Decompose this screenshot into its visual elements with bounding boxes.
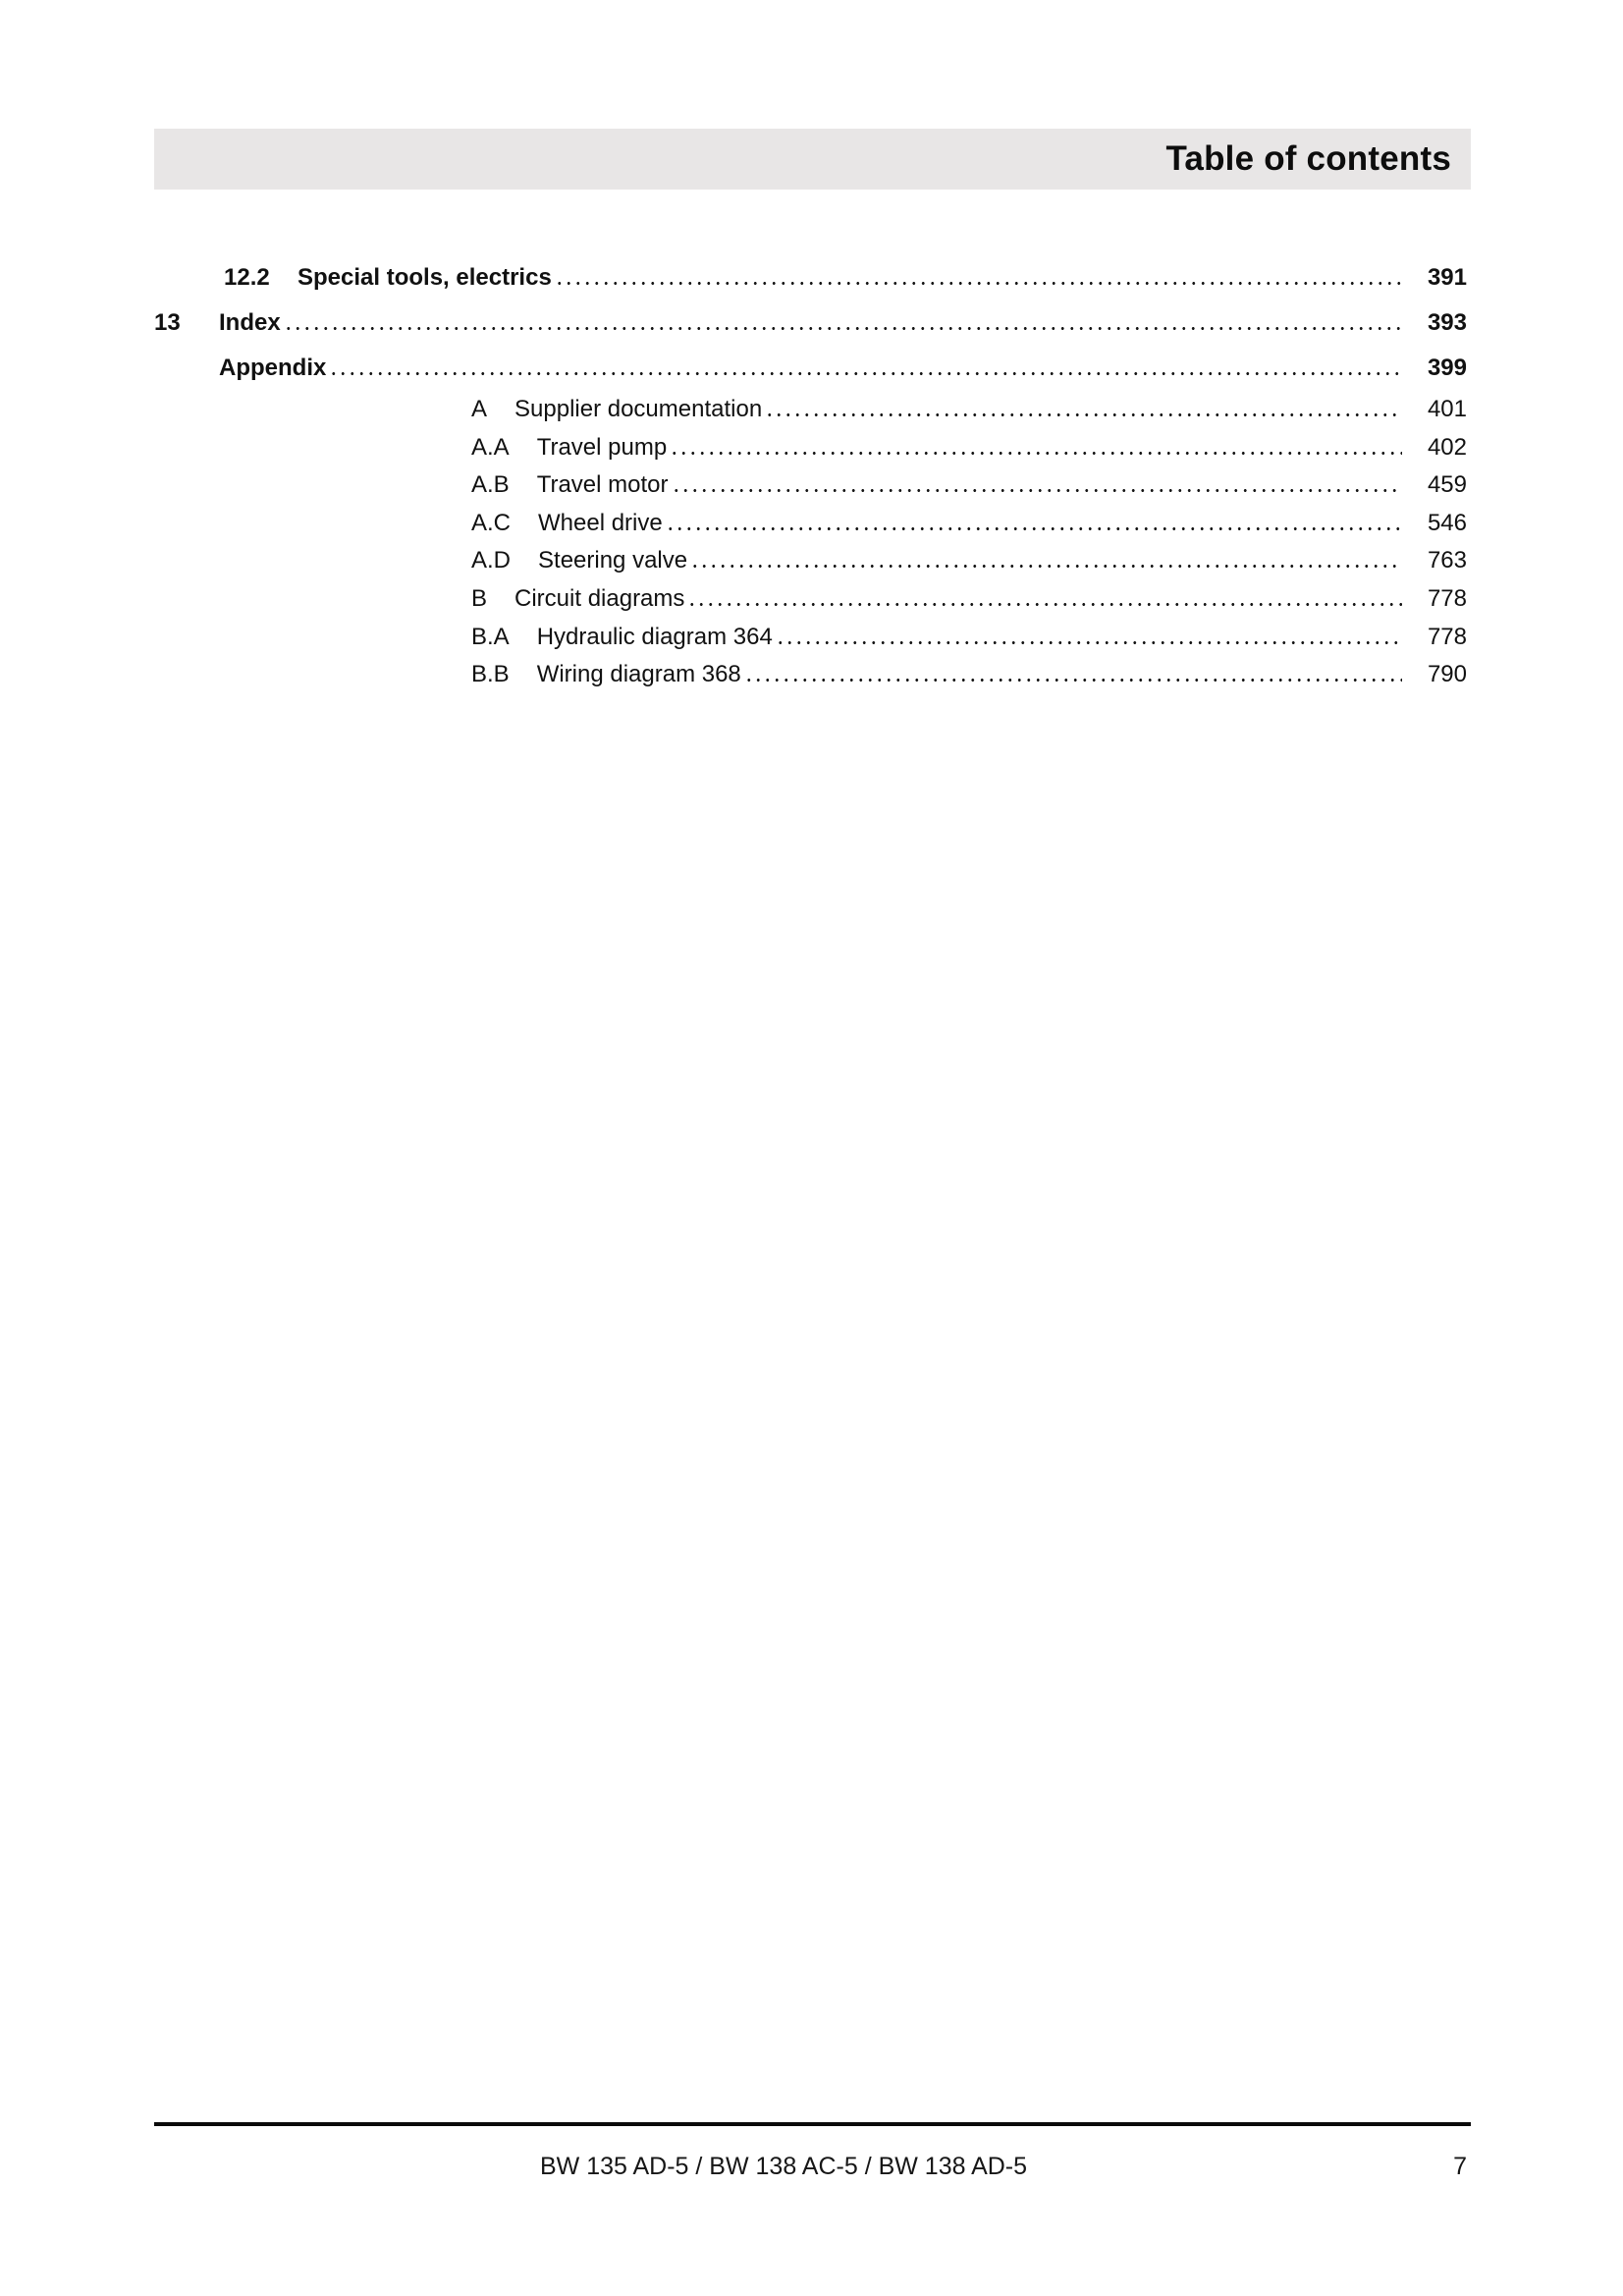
toc-entry-number: A.D	[471, 547, 512, 574]
toc-entry	[154, 391, 1471, 429]
toc-entry	[154, 580, 1471, 619]
footer-rule	[154, 2122, 1471, 2126]
dot-leader	[744, 679, 1402, 682]
toc-entry	[154, 429, 1471, 467]
toc-entry-page: 790	[1427, 661, 1467, 688]
toc-entry-label: Supplier documentation	[514, 396, 763, 422]
toc-entry-page: 391	[1427, 264, 1467, 291]
dot-leader	[765, 413, 1402, 416]
toc-entry-number: A.C	[471, 509, 512, 536]
dot-leader	[690, 565, 1402, 568]
toc-entry-page: 778	[1427, 623, 1467, 650]
toc-entry	[154, 542, 1471, 580]
toc-entry-label: Special tools, electrics	[298, 264, 552, 291]
page-title: Table of contents	[1165, 139, 1451, 178]
toc-entry-page: 459	[1427, 471, 1467, 499]
dot-leader	[666, 527, 1402, 530]
toc-entry-number: A	[471, 396, 488, 422]
dot-leader	[670, 452, 1402, 455]
toc-entry	[154, 255, 1471, 301]
toc-entry-number: B.A	[471, 623, 510, 650]
toc-entry-label: Wheel drive	[538, 509, 663, 536]
footer-page-number: 7	[1453, 2153, 1467, 2180]
dot-leader	[687, 603, 1402, 606]
toc-entry	[154, 466, 1471, 505]
toc-entry-label: Steering valve	[538, 547, 688, 574]
dot-leader	[672, 489, 1403, 492]
toc-entry	[154, 619, 1471, 657]
toc-entry-number: A.A	[471, 433, 510, 461]
toc-entry-label: Circuit diagrams	[514, 584, 685, 612]
toc-entry-page: 546	[1427, 509, 1467, 536]
toc-entry-number: B.B	[471, 661, 510, 688]
toc-entry-page: 401	[1427, 396, 1467, 422]
toc-entry-page: 393	[1427, 309, 1467, 336]
toc-entry	[154, 301, 1471, 346]
toc-entry-label: Travel pump	[536, 433, 668, 461]
toc-entry-page: 402	[1427, 433, 1467, 461]
toc-entry	[154, 656, 1471, 694]
toc-entry-label: Appendix	[219, 355, 327, 381]
toc-entry-label: Wiring diagram 368	[536, 661, 741, 688]
toc-entry-label: Travel motor	[536, 471, 669, 499]
dot-leader	[329, 372, 1402, 375]
toc-entry-number: 13	[154, 309, 181, 336]
header-bar	[154, 129, 1471, 190]
toc-entry-page: 778	[1427, 584, 1467, 612]
toc-entry-page: 763	[1427, 547, 1467, 574]
toc-entry-number: B	[471, 584, 488, 612]
toc-entry	[154, 346, 1471, 391]
table-of-contents	[154, 255, 1471, 694]
dot-leader	[776, 641, 1402, 644]
toc-entry-label: Index	[219, 309, 281, 336]
toc-entry-number: 12.2	[224, 264, 270, 291]
dot-leader	[284, 327, 1402, 330]
toc-entry	[154, 505, 1471, 543]
toc-entry-label: Hydraulic diagram 364	[536, 623, 773, 650]
footer-model-line: BW 135 AD-5 / BW 138 AC-5 / BW 138 AD-5	[540, 2153, 1028, 2180]
toc-entry-page: 399	[1427, 355, 1467, 381]
toc-entry-number: A.B	[471, 471, 510, 499]
dot-leader	[555, 282, 1402, 285]
